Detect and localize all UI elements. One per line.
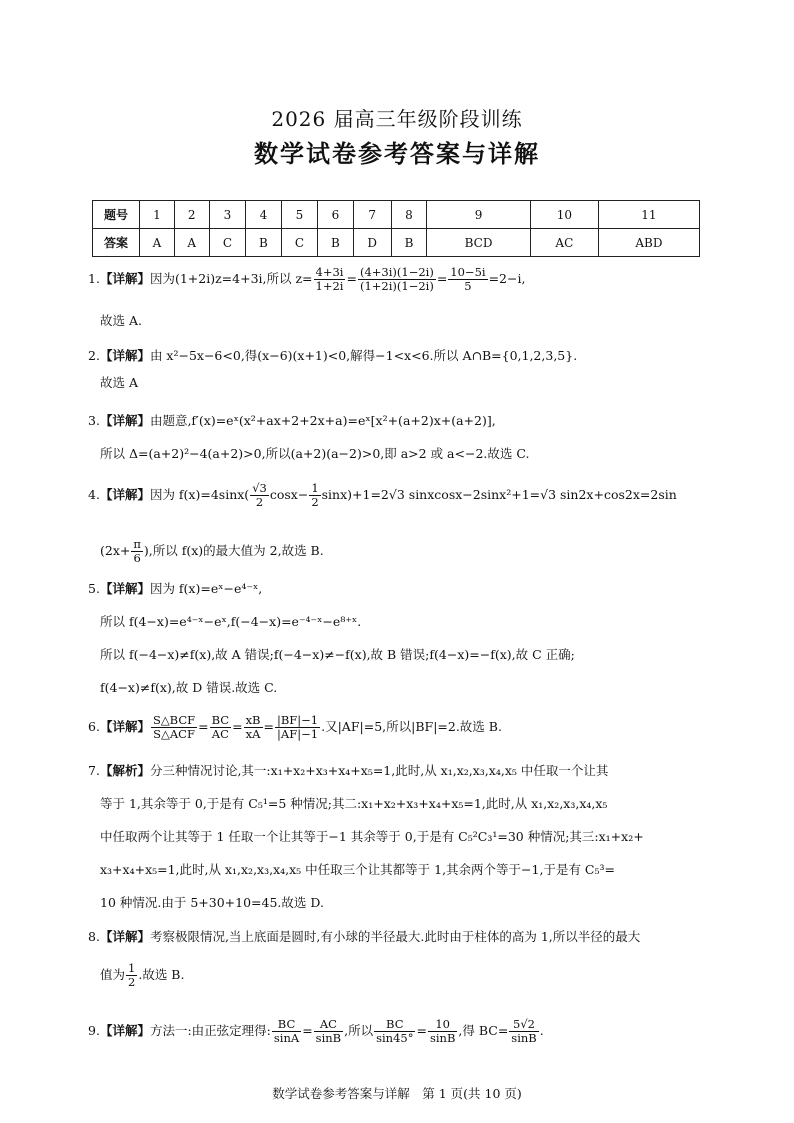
table-row-label: 答案	[93, 229, 140, 257]
solution-text: .	[539, 1023, 544, 1039]
denominator: 2	[311, 495, 319, 510]
solution-text: sinx)+1=2√3 sinxcosx−2sinx²+1=√3 sin2x+cos2x=2sin	[321, 487, 677, 503]
table-cell: B	[318, 229, 353, 257]
solution-tag: 【详解】	[99, 719, 150, 735]
solution-tag: 【详解】	[99, 271, 150, 287]
solution-text: 因为 f(x)=4sinx(	[149, 487, 250, 503]
solution-line: 等于 1,其余等于 0,于是有 C₅¹=5 种情况;其二:x₁+x₂+x₃+x₄+x₅=1,此时,从 x₁,x₂,x₃,x₄,x₅	[100, 796, 608, 811]
solution-3	[88, 412, 712, 430]
numerator: |BF|−1	[276, 713, 319, 727]
solution-text: =2−i,	[488, 271, 526, 287]
table-cell: B	[246, 229, 281, 257]
table-cell: AC	[530, 229, 598, 257]
table-cell: BCD	[427, 229, 531, 257]
table-row-label: 题号	[93, 201, 140, 229]
numerator: BC	[272, 1018, 301, 1032]
numerator: (4+3i)(1−2i)	[359, 265, 434, 279]
fraction	[374, 1018, 415, 1045]
fraction	[244, 714, 263, 741]
table-cell: 1	[140, 201, 175, 229]
solution-text: 考察极限情况,当上底面是圆时,有小球的半径最大.此时由于柱体的高为 1,所以半径的最大	[149, 929, 641, 944]
solution-line: 所以 Δ=(a+2)²−4(a+2)>0,所以(a+2)(a−2)>0,即 a>2 或 a<−2.故选 C.	[100, 446, 530, 461]
denominator: 2	[255, 495, 264, 510]
numerator: 1	[311, 481, 319, 495]
question-number: 6.	[88, 719, 100, 735]
solution-5	[88, 580, 712, 598]
fraction	[448, 266, 487, 293]
denominator: 2	[128, 975, 136, 990]
title-line-1: 2026 届高三年级阶段训练	[271, 107, 523, 131]
title-line-2: 数学试卷参考答案与详解	[254, 140, 540, 168]
solution-line: 中任取两个让其等于 1 任取一个让其等于−1 其余等于 0,于是有 C₅²C₃¹=30 种情况;其三:x₁+x₂+	[100, 829, 644, 844]
table-cell: 2	[174, 201, 209, 229]
question-number: 9.	[88, 1023, 100, 1039]
table-cell: 9	[427, 201, 531, 229]
solution-tag: 【详解】	[99, 487, 150, 503]
solution-text: ,得 BC=	[458, 1023, 509, 1039]
table-cell: B	[391, 229, 426, 257]
numerator: 10	[428, 1018, 457, 1032]
fraction	[314, 266, 346, 293]
fraction	[272, 1018, 301, 1045]
fraction	[275, 714, 320, 741]
denominator: sinA	[273, 1031, 300, 1046]
solution-tag: 【详解】	[99, 413, 150, 428]
numerator: √3	[252, 481, 267, 495]
table-cell: 3	[209, 201, 246, 229]
numerator: 10−5i	[450, 265, 486, 279]
numerator: BC	[211, 713, 230, 727]
solution-text: 由题意,f′(x)=eˣ(x²+ax+2+2x+a)=eˣ[x²+(a+2)x+(a+2)],	[149, 413, 496, 428]
solution-text: 由 x²−5x−6<0,得(x−6)(x+1)<0,解得−1<x<6.所以 A∩B={0,1,2,3,5}.	[149, 348, 578, 363]
solution-line: 故选 A.	[100, 313, 142, 328]
table-cell: 10	[530, 201, 598, 229]
question-number: 1.	[88, 271, 100, 287]
question-number: 3.	[88, 413, 100, 428]
table-cell: C	[281, 229, 318, 257]
fraction	[131, 538, 143, 565]
solution-tag: 【详解】	[99, 581, 150, 596]
table-cell: 7	[353, 201, 391, 229]
denominator: sin45°	[376, 1031, 414, 1046]
fraction	[151, 714, 197, 741]
denominator: |AF|−1	[277, 727, 319, 742]
denominator: sinB	[315, 1031, 342, 1046]
fraction	[358, 266, 436, 293]
table-cell: A	[140, 229, 175, 257]
table-cell: 6	[318, 201, 353, 229]
solution-4	[88, 482, 712, 509]
table-cell: 4	[246, 201, 281, 229]
table-cell: ABD	[598, 229, 699, 257]
question-number: 2.	[88, 348, 100, 363]
denominator: sinB	[511, 1031, 537, 1046]
table-cell: 8	[391, 201, 426, 229]
solution-line: x₃+x₄+x₅=1,此时,从 x₁,x₂,x₃,x₄,x₅ 中任取三个让其都等于 1,其余两个等于−1,于是有 C₅³=	[100, 862, 615, 877]
solution-line	[100, 962, 712, 989]
denominator: 5	[464, 279, 472, 294]
numerator: 4+3i	[315, 265, 344, 279]
solution-text: 方法一:由正弦定理得:	[149, 1023, 271, 1039]
solution-line	[100, 538, 712, 565]
page-footer: 数学试卷参考答案与详解 第 1 页(共 10 页)	[272, 1086, 522, 1101]
solution-6: 6.【详解】 $\frac{\text{S△BCF}}{\text{S△ACF}}$ = $\frac{BC}{AC}$ = $\frac{xB}{xA}$ = $\frac{|BF|-1}{|AF|-1}$ .又|AF|=5,所以|BF|=2.故选 B.	[88, 713, 502, 742]
fraction	[428, 1018, 457, 1045]
numerator: S△BCF	[152, 713, 196, 727]
solution-7	[88, 762, 712, 780]
fraction	[126, 962, 137, 989]
table-row-numbers	[93, 201, 700, 229]
solution-2	[88, 347, 712, 365]
denominator: 6	[133, 551, 141, 566]
solution-text: .又|AF|=5,所以|BF|=2.故选 B.	[321, 719, 502, 735]
numerator: xB	[245, 713, 261, 727]
denominator: AC	[211, 727, 229, 742]
solution-tag: 【详解】	[99, 348, 150, 363]
question-number: 4.	[88, 487, 100, 503]
solution-text: cosx−	[269, 487, 309, 503]
solution-text: 值为	[100, 967, 126, 983]
solution-text: 分三种情况讨论,其一:x₁+x₂+x₃+x₄+x₅=1,此时,从 x₁,x₂,x₃,x₄,x₅ 中任取一个让其	[149, 763, 609, 778]
numerator: AC	[314, 1018, 343, 1032]
table-cell: D	[353, 229, 391, 257]
table-row-answers	[93, 229, 700, 257]
solution-text: 因为(1+2i)z=4+3i,所以 z=	[149, 271, 313, 287]
solution-line: 所以 f(−4−x)≠f(x),故 A 错误;f(−4−x)≠−f(x),故 B 错误;f(4−x)=−f(x),故 C 正确;	[100, 647, 575, 662]
question-number: 5.	[88, 581, 100, 596]
solution-text: (2x+	[100, 543, 131, 559]
solution-text: .故选 B.	[138, 967, 185, 983]
solution-9: 9.【详解】方法一:由正弦定理得: $\frac{BC}{\sin A}$ = $\frac{AC}{\sin B}$ ,所以 $\frac{BC}{\sin 45^\circ}$ = $\frac{10}{\sin B}$ ,得 BC= $\frac{5√2}{\sin B}$ .	[88, 1017, 544, 1046]
numerator: π	[133, 537, 141, 551]
solution-line: 故选 A	[100, 375, 139, 390]
solution-line: 10 种情况.由于 5+30+10=45.故选 D.	[100, 895, 324, 910]
denominator: sinB	[429, 1031, 456, 1046]
denominator: xA	[245, 727, 261, 742]
denominator: (1+2i)(1−2i)	[359, 279, 434, 294]
table-cell: 11	[598, 201, 699, 229]
denominator: 1+2i	[315, 279, 344, 294]
fraction	[509, 1018, 538, 1045]
solution-tag: 【解析】	[99, 763, 150, 778]
numerator: 1	[128, 961, 136, 975]
denominator: S△ACF	[153, 727, 195, 742]
fraction	[314, 1018, 343, 1045]
solution-text: ),所以 f(x)的最大值为 2,故选 B.	[143, 543, 324, 559]
fraction	[309, 482, 320, 509]
solution-line: 所以 f(4−x)=e⁴⁻ˣ−eˣ,f(−4−x)=e⁻⁴⁻ˣ−e⁸⁺ˣ.	[100, 614, 362, 629]
fraction	[210, 714, 231, 741]
answer-table	[92, 200, 700, 257]
solution-text: 因为 f(x)=eˣ−e⁴⁻ˣ,	[149, 581, 263, 596]
solution-tag: 【详解】	[99, 1023, 150, 1039]
table-cell: A	[174, 229, 209, 257]
table-cell: C	[209, 229, 246, 257]
question-number: 7.	[88, 763, 100, 778]
numerator: BC	[374, 1018, 415, 1032]
solution-line: f(4−x)≠f(x),故 D 错误.故选 C.	[100, 680, 278, 695]
table-cell: 5	[281, 201, 318, 229]
question-number: 8.	[88, 929, 100, 944]
solution-1: 1.【详解】因为(1+2i)z=4+3i,所以 z= $\frac{4+3i}{1+2i}$ = $\frac{(4+3i)(1-2i)}{(1+2i)(1-2i)}$ = $\frac{10-5i}{5}$ =2−i,	[88, 265, 526, 294]
solution-text: ,所以	[344, 1023, 374, 1039]
solution-tag: 【详解】	[99, 929, 150, 944]
numerator: 5√2	[509, 1018, 538, 1032]
fraction	[250, 482, 269, 509]
solution-8	[88, 928, 712, 946]
